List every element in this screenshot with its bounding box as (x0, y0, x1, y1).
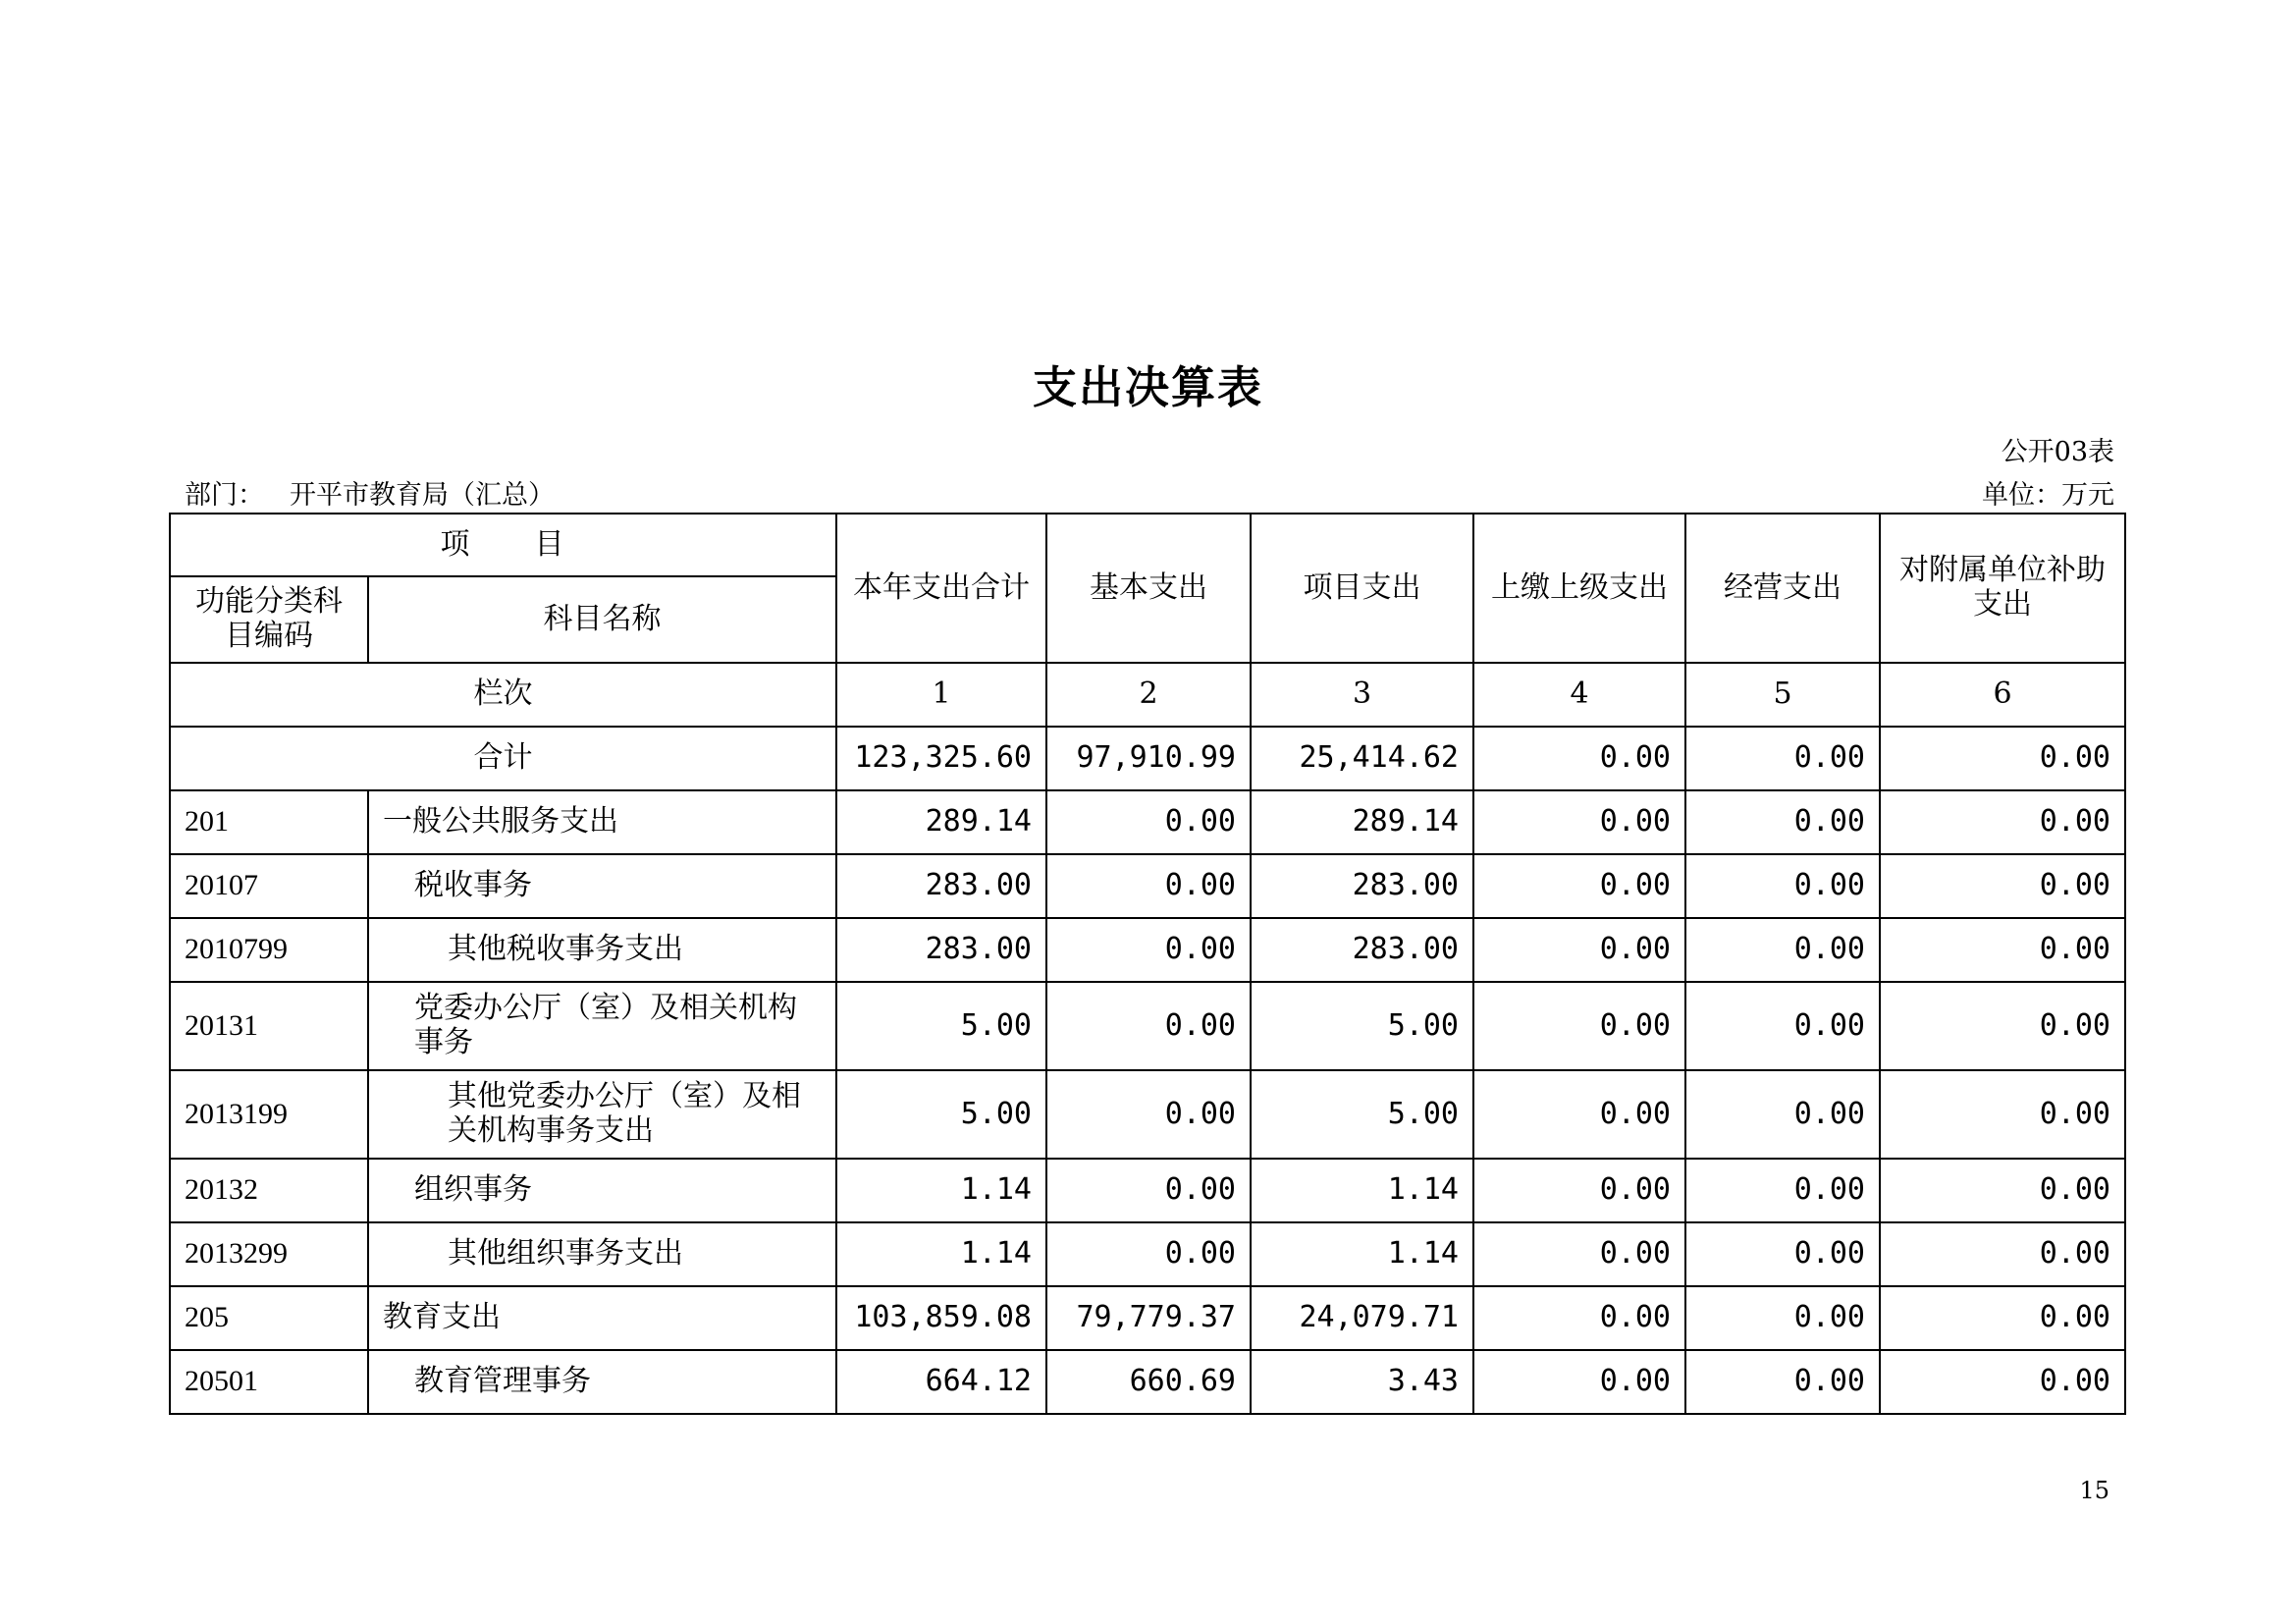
row-value: 0.00 (1880, 1350, 2125, 1414)
row-value: 660.69 (1046, 1350, 1251, 1414)
row-value: 0.00 (1473, 1286, 1685, 1350)
header-col-4: 上缴上级支出 (1473, 514, 1685, 663)
row-value: 1.14 (836, 1222, 1046, 1286)
row-value: 1.14 (1251, 1159, 1473, 1222)
row-value: 0.00 (1685, 1286, 1880, 1350)
header-col-1: 本年支出合计 (836, 514, 1046, 663)
header-col-6: 对附属单位补助支出 (1880, 514, 2125, 663)
row-value: 0.00 (1473, 1222, 1685, 1286)
row-value: 5.00 (1251, 1070, 1473, 1159)
row-value: 0.00 (1685, 918, 1880, 982)
header-row-1 (170, 514, 2125, 576)
row-name: 税收事务 (368, 854, 836, 918)
total-value: 0.00 (1685, 727, 1880, 790)
row-name: 教育管理事务 (368, 1350, 836, 1414)
column-number: 2 (1046, 663, 1251, 727)
row-value: 0.00 (1046, 1070, 1251, 1159)
column-number: 6 (1880, 663, 2125, 727)
row-value: 3.43 (1251, 1350, 1473, 1414)
total-value: 123,325.60 (836, 727, 1046, 790)
row-value: 0.00 (1880, 1159, 2125, 1222)
row-value: 5.00 (1251, 982, 1473, 1070)
row-name: 其他组织事务支出 (368, 1222, 836, 1286)
row-value: 0.00 (1880, 1286, 2125, 1350)
row-value: 0.00 (1473, 1070, 1685, 1159)
total-label: 合计 (170, 727, 836, 790)
total-value: 25,414.62 (1251, 727, 1473, 790)
table-row (170, 790, 2125, 854)
row-value: 0.00 (1685, 1350, 1880, 1414)
total-value: 0.00 (1880, 727, 2125, 790)
table-row (170, 1286, 2125, 1350)
header-col-3: 项目支出 (1251, 514, 1473, 663)
total-row (170, 727, 2125, 790)
page-number: 15 (2079, 1477, 2109, 1504)
row-name: 组织事务 (368, 1159, 836, 1222)
column-number-row (170, 663, 2125, 727)
table-row (170, 1070, 2125, 1159)
row-value: 1.14 (1251, 1222, 1473, 1286)
row-name: 其他党委办公厅（室）及相关机构事务支出 (368, 1070, 836, 1159)
row-value: 0.00 (1880, 918, 2125, 982)
row-value: 289.14 (1251, 790, 1473, 854)
row-value: 0.00 (1473, 918, 1685, 982)
department-line (185, 473, 555, 512)
row-value: 283.00 (1251, 918, 1473, 982)
form-code: 公开03表 (2001, 437, 2114, 467)
total-value: 0.00 (1473, 727, 1685, 790)
row-value: 0.00 (1473, 854, 1685, 918)
column-number: 4 (1473, 663, 1685, 727)
header-col-5: 经营支出 (1685, 514, 1880, 663)
row-label: 栏次 (170, 663, 836, 727)
row-value: 0.00 (1046, 1159, 1251, 1222)
row-value: 103,859.08 (836, 1286, 1046, 1350)
row-value: 79,779.37 (1046, 1286, 1251, 1350)
department-label: 部门： (185, 480, 264, 511)
row-value: 0.00 (1046, 854, 1251, 918)
expense-table (169, 513, 2126, 1415)
row-name: 其他税收事务支出 (368, 918, 836, 982)
table-row (170, 918, 2125, 982)
row-code: 20131 (170, 982, 368, 1070)
row-value: 24,079.71 (1251, 1286, 1473, 1350)
row-value: 0.00 (1473, 790, 1685, 854)
row-code: 205 (170, 1286, 368, 1350)
row-value: 5.00 (836, 1070, 1046, 1159)
table-row (170, 854, 2125, 918)
column-number: 1 (836, 663, 1046, 727)
row-value: 0.00 (1880, 982, 2125, 1070)
row-value: 283.00 (836, 854, 1046, 918)
row-value: 0.00 (1880, 1222, 2125, 1286)
row-value: 5.00 (836, 982, 1046, 1070)
row-value: 0.00 (1685, 1159, 1880, 1222)
row-code: 20501 (170, 1350, 368, 1414)
row-code: 20107 (170, 854, 368, 918)
row-value: 0.00 (1685, 790, 1880, 854)
header-item: 项 目 (170, 514, 836, 576)
row-code: 201 (170, 790, 368, 854)
row-value: 0.00 (1473, 982, 1685, 1070)
row-name: 党委办公厅（室）及相关机构事务 (368, 982, 836, 1070)
row-value: 0.00 (1046, 790, 1251, 854)
unit-label: 单位：万元 (1982, 480, 2114, 511)
row-code: 2013199 (170, 1070, 368, 1159)
header-col-2: 基本支出 (1046, 514, 1251, 663)
column-number: 5 (1685, 663, 1880, 727)
row-value: 0.00 (1046, 1222, 1251, 1286)
row-value: 664.12 (836, 1350, 1046, 1414)
row-value: 0.00 (1685, 1222, 1880, 1286)
row-value: 1.14 (836, 1159, 1046, 1222)
row-value: 0.00 (1046, 982, 1251, 1070)
row-value: 283.00 (1251, 854, 1473, 918)
row-name: 一般公共服务支出 (368, 790, 836, 854)
row-value: 0.00 (1685, 982, 1880, 1070)
page-title: 支出决算表 (1032, 361, 1263, 413)
row-value: 0.00 (1880, 854, 2125, 918)
row-value: 0.00 (1685, 1070, 1880, 1159)
row-value: 283.00 (836, 918, 1046, 982)
row-value: 0.00 (1880, 1070, 2125, 1159)
row-value: 0.00 (1880, 790, 2125, 854)
header-name: 科目名称 (368, 576, 836, 663)
table-row (170, 1350, 2125, 1414)
row-code: 2013299 (170, 1222, 368, 1286)
row-value: 289.14 (836, 790, 1046, 854)
row-value: 0.00 (1473, 1350, 1685, 1414)
row-code: 2010799 (170, 918, 368, 982)
table-row (170, 1159, 2125, 1222)
table-row (170, 1222, 2125, 1286)
column-number: 3 (1251, 663, 1473, 727)
total-value: 97,910.99 (1046, 727, 1251, 790)
department-value: 开平市教育局（汇总） (290, 480, 555, 511)
row-name: 教育支出 (368, 1286, 836, 1350)
row-value: 0.00 (1046, 918, 1251, 982)
table-row (170, 982, 2125, 1070)
row-code: 20132 (170, 1159, 368, 1222)
row-value: 0.00 (1685, 854, 1880, 918)
row-value: 0.00 (1473, 1159, 1685, 1222)
header-code: 功能分类科目编码 (170, 576, 368, 663)
